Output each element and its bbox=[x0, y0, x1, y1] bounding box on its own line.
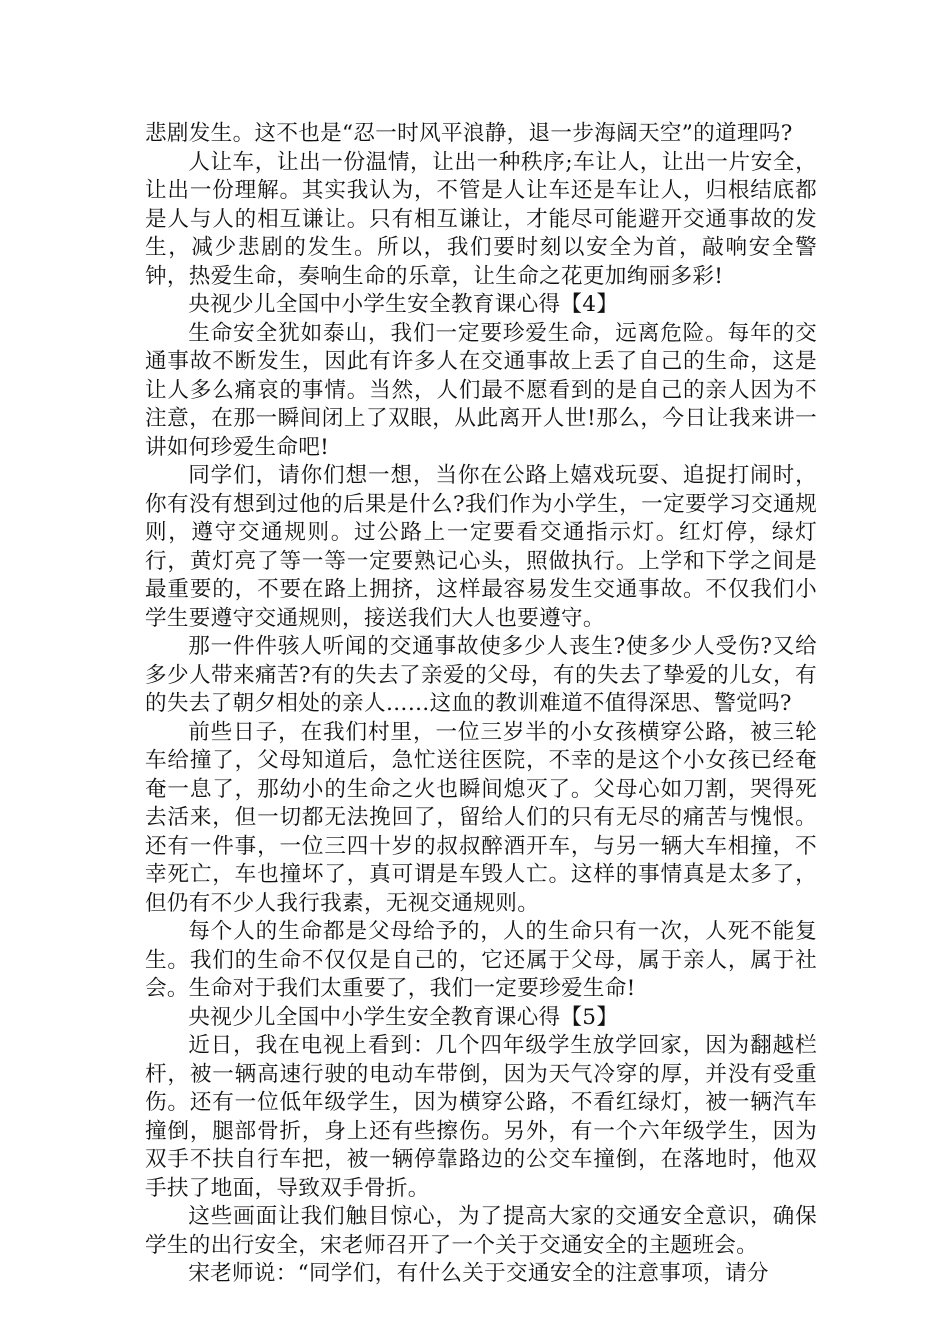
paragraph-2: 人让车，让出一份温情，让出一种秩序;车让人，让出一片安全，让出一份理解。其实我认为，不管是人让车还是车让人，归根结底都是人与人的相互谦让。只有相互谦让，才能尽可能避开交通事故的发生，减少悲剧的发生。所以，我们要时刻以安全为首，敲响安全警钟，热爱生命，奏响生命的乐章，让生命之花更加绚丽多彩! bbox=[145, 149, 817, 289]
paragraph-7: 每个人的生命都是父母给予的，人的生命只有一次，人死不能复生。我们的生命不仅仅是自己的，它还属于父母，属于亲人，属于社会。生命对于我们太重要了，我们一定要珍爱生命! bbox=[145, 919, 817, 1001]
paragraph-4: 同学们，请你们想一想，当你在公路上嬉戏玩耍、追捉打闹时，你有没有想到过他的后果是什么?我们作为小学生，一定要学习交通规则，遵守交通规则。过公路上一定要看交通指示灯。红灯停，绿灯行，黄灯亮了等一等一定要熟记心头，照做执行。上学和下学之间是最重要的，不要在路上拥挤，这样最容易发生交通事故。不仅我们小学生要遵守交通规则，接送我们大人也要遵守。 bbox=[145, 463, 817, 631]
paragraph-5: 那一件件骇人听闻的交通事故使多少人丧生?使多少人受伤?又给多少人带来痛苦?有的失去了亲爱的父母，有的失去了挚爱的儿女，有的失去了朝夕相处的亲人……这血的教训难道不值得深思、警觉吗? bbox=[145, 634, 817, 716]
paragraph-3: 生命安全犹如泰山，我们一定要珍爱生命，远离危险。每年的交通事故不断发生，因此有许多人在交通事故上丢了自己的生命，这是让人多么痛哀的事情。当然，人们最不愿看到的是自己的亲人因为不注意，在那一瞬间闭上了双眼，从此离开人世!那么，今日让我来讲一讲如何珍爱生命吧! bbox=[145, 320, 817, 460]
section-heading-4: 央视少儿全国中小学生安全教育课心得【4】 bbox=[188, 292, 619, 317]
paragraph-1: 悲剧发生。这不也是“忍一时风平浪静，退一步海阔天空”的道理吗? bbox=[145, 121, 793, 146]
paragraph-9: 这些画面让我们触目惊心，为了提高大家的交通安全意识，确保学生的出行安全，宋老师召开了一个关于交通安全的主题班会。 bbox=[145, 1204, 817, 1258]
paragraph-6: 前些日子，在我们村里，一位三岁半的小女孩横穿公路，被三轮车给撞了，父母知道后，急忙送往医院，不幸的是这个小女孩已经奄奄一息了，那幼小的生命之火也瞬间熄灭了。父母心如刀割，哭得死去活来，但一切都无法挽回了，留给人们的只有无尽的痛苦与愧恨。还有一件事，一位三四十岁的叔叔醉酒开车，与另一辆大车相撞，不幸死亡，车也撞坏了，真可谓是车毁人亡。这样的事情真是太多了，但仍有不少人我行我素，无视交通规则。 bbox=[145, 719, 817, 916]
paragraph-8: 近日，我在电视上看到：几个四年级学生放学回家，因为翻越栏杆，被一辆高速行驶的电动车带倒，因为天气冷穿的厚，并没有受重伤。还有一位低年级学生，因为横穿公路，不看红绿灯，被一辆汽车撞倒，腿部骨折，身上还有些擦伤。另外，有一个六年级学生，因为双手不扶自行车把，被一辆停靠路边的公交车撞倒，在落地时，他双手扶了地面，导致双手骨折。 bbox=[145, 1033, 817, 1201]
document-page bbox=[145, 120, 817, 1289]
section-heading-5: 央视少儿全国中小学生安全教育课心得【5】 bbox=[188, 1004, 619, 1030]
paragraph-10: 宋老师说：“同学们，有什么关于交通安全的注意事项，请分 bbox=[188, 1261, 769, 1286]
